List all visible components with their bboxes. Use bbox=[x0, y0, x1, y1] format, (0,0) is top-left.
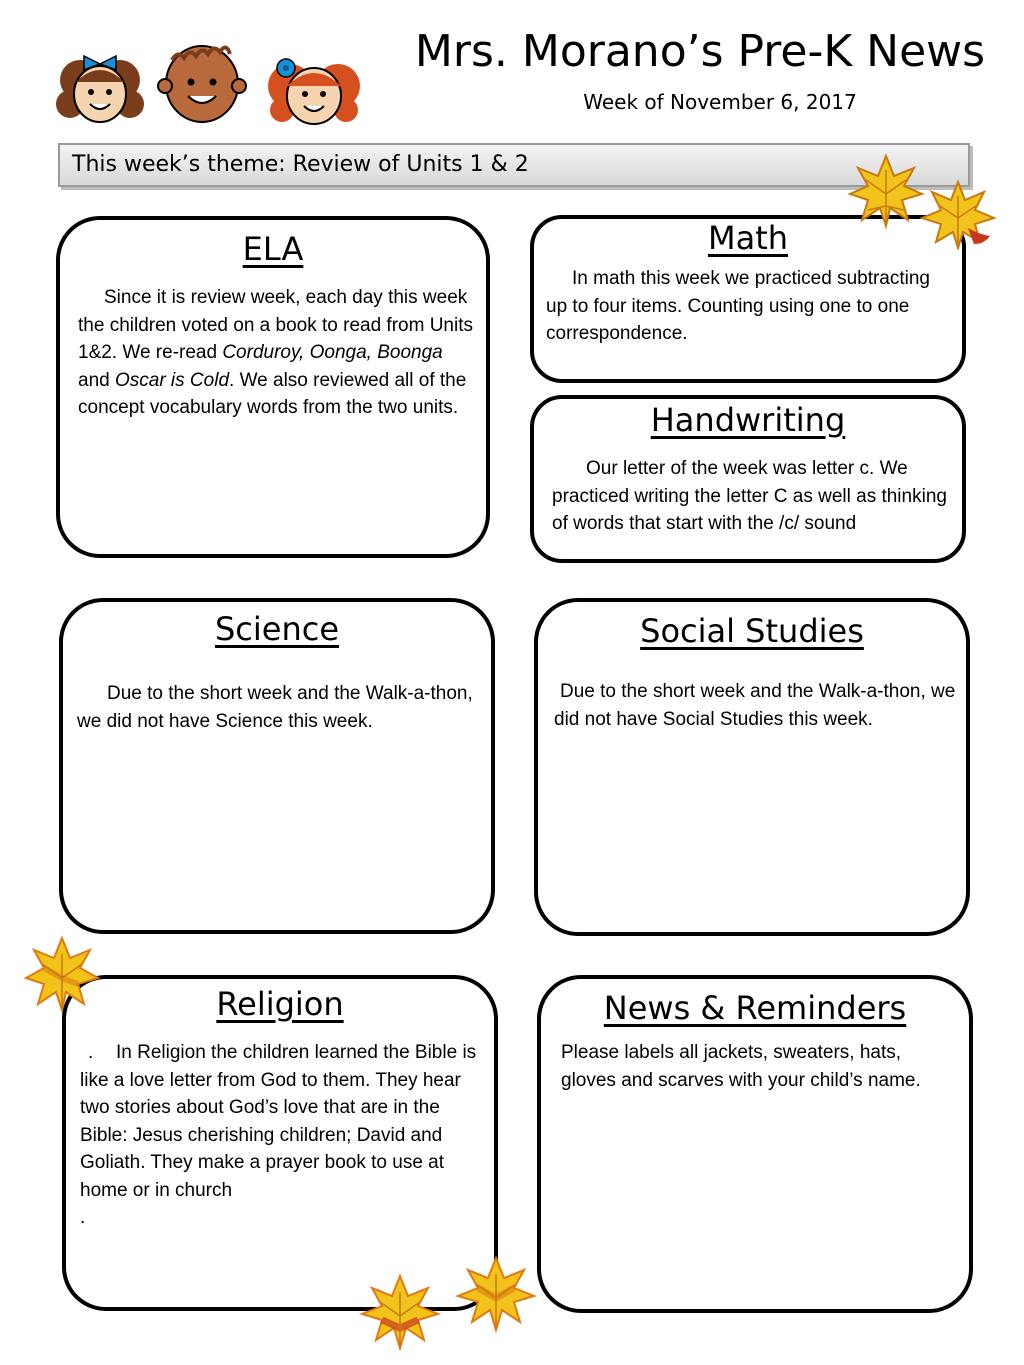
science-body bbox=[77, 680, 487, 735]
news-reminders-body bbox=[561, 1039, 961, 1094]
ela-section bbox=[56, 216, 490, 558]
autumn-leaf-icon bbox=[356, 1272, 444, 1352]
ela-text-1: Since it is review week, each day this week the children voted on a book to read from Units 1&2. We re-read bbox=[78, 287, 474, 363]
religion-bullet: . bbox=[88, 1042, 94, 1063]
three-children-faces-icon bbox=[50, 38, 362, 134]
social-studies-text: Due to the short week and the Walk-a-thon, we did not have Social Studies this week. bbox=[554, 681, 956, 730]
math-body bbox=[546, 265, 954, 348]
science-section bbox=[59, 598, 495, 934]
math-heading: Math bbox=[707, 219, 789, 257]
handwriting-section bbox=[530, 395, 966, 563]
autumn-leaf-icon bbox=[24, 932, 104, 1014]
religion-heading: Religion bbox=[216, 985, 344, 1023]
ela-text-3: . We also reviewed all of the concept vocabulary words from the two units. bbox=[78, 369, 467, 418]
ela-book-titles-1: Corduroy, Oonga, Boonga bbox=[222, 342, 443, 363]
autumn-leaf-icon bbox=[846, 150, 926, 230]
ela-text-2: and bbox=[78, 369, 115, 391]
theme-banner bbox=[58, 143, 970, 187]
religion-body bbox=[80, 1039, 480, 1232]
theme-text: This week’s theme: Review of Units 1 & 2 bbox=[72, 152, 529, 177]
page-title: Mrs. Morano’s Pre-K News bbox=[414, 26, 986, 77]
news-reminders-heading: News & Reminders bbox=[603, 989, 907, 1027]
math-text: In math this week we practiced subtracting up to four items. Counting using one to one correspondence. bbox=[546, 268, 931, 344]
autumn-leaf-icon bbox=[452, 1254, 540, 1334]
news-reminders-text: Please labels all jackets, sweaters, hats, gloves and scarves with your child’s name. bbox=[561, 1042, 921, 1091]
week-date: Week of November 6, 2017 bbox=[583, 90, 857, 114]
autumn-leaf-icon bbox=[918, 178, 1000, 250]
ela-book-titles-2: Oscar is Cold bbox=[114, 369, 230, 391]
handwriting-heading: Handwriting bbox=[650, 401, 846, 439]
social-studies-heading: Social Studies bbox=[640, 612, 864, 650]
ela-heading: ELA bbox=[242, 230, 304, 268]
news-reminders-section bbox=[537, 975, 973, 1313]
ela-body bbox=[78, 284, 476, 422]
religion-text: In Religion the children learned the Bible is like a love letter from God to them. They hear two stories about God’s love that are in the Bible: Jesus cherishing children; David and Goliath. They make a prayer book to use at home or in church bbox=[80, 1042, 477, 1201]
handwriting-text: Our letter of the week was letter c. We practiced writing the letter C as well as thinking of words that start with the /c/ sound bbox=[552, 458, 947, 534]
math-section bbox=[530, 215, 966, 383]
social-studies-body bbox=[554, 678, 962, 733]
religion-trailing-dot: . bbox=[80, 1207, 86, 1228]
science-heading: Science bbox=[214, 610, 340, 648]
science-text: Due to the short week and the Walk-a-thon, we did not have Science this week. bbox=[77, 683, 473, 732]
handwriting-body bbox=[552, 455, 956, 538]
social-studies-section bbox=[534, 598, 970, 936]
religion-section bbox=[62, 975, 498, 1311]
